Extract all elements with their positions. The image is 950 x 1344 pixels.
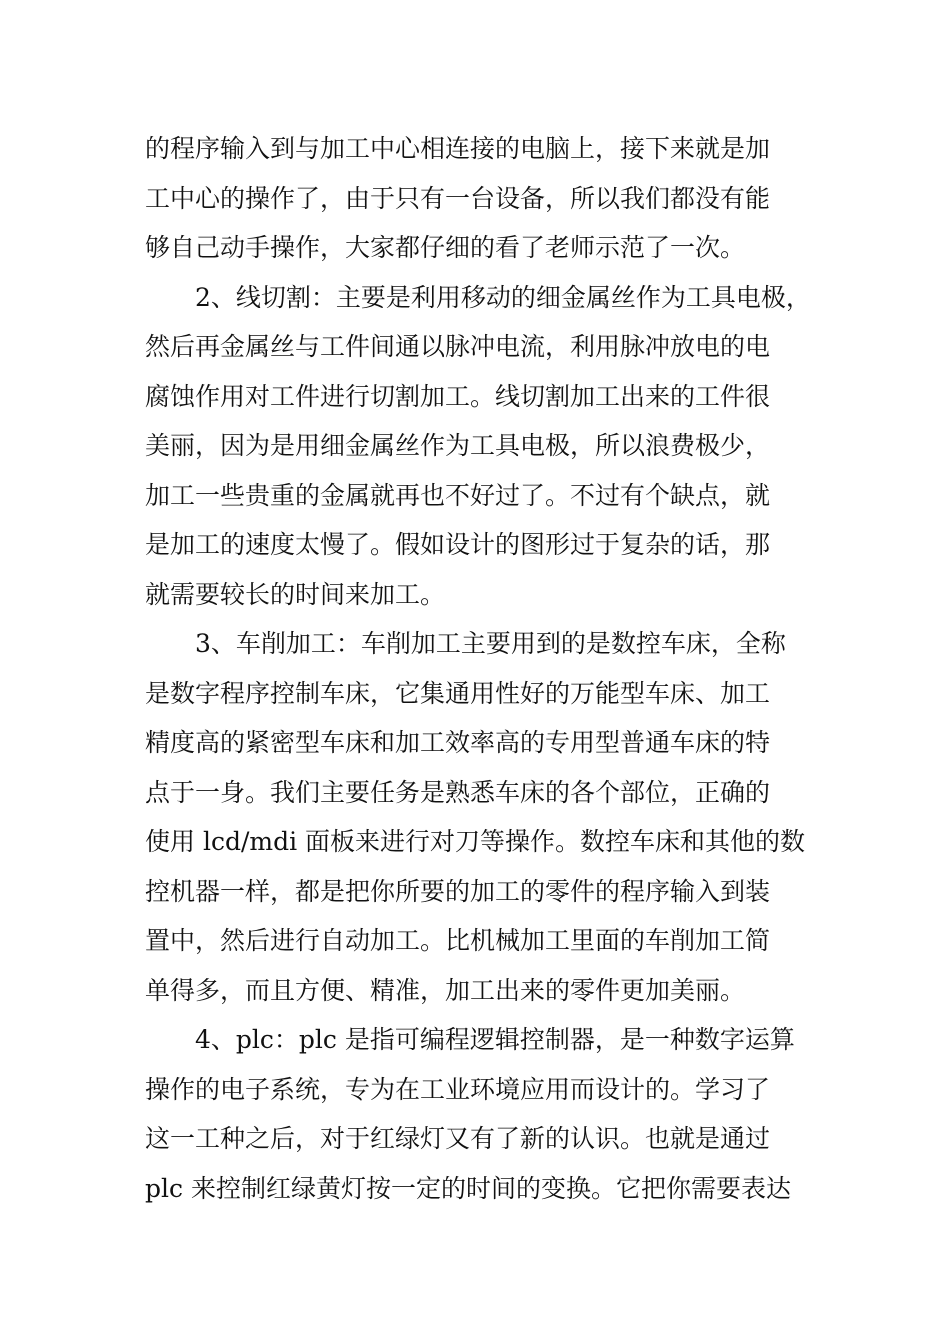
paragraph-first-line: 2、线切割：主要是利用移动的细金属丝作为工具电极， — [195, 282, 811, 312]
text-line: 腐蚀作用对工件进行切割加工。线切割加工出来的工件很 — [145, 381, 771, 411]
paragraph-first-line: 4、plc：plc 是指可编程逻辑控制器，是一种数字运算 — [195, 1025, 795, 1054]
text-line: 单得多，而且方便、精准，加工出来的零件更加美丽。 — [145, 975, 746, 1005]
text-line: 是数字程序控制车床，它集通用性好的万能型车床、加工 — [145, 678, 771, 708]
text-line: 然后再金属丝与工件间通以脉冲电流，利用脉冲放电的电 — [145, 332, 771, 361]
text-line: 加工一些贵重的金属就再也不好过了。不过有个缺点，就 — [145, 480, 771, 510]
body-text — [145, 124, 810, 1213]
text-line: plc 来控制红绿黄灯按一定的时间的变换。它把你需要表达 — [145, 1173, 791, 1203]
text-line: 工中心的操作了，由于只有一台设备，所以我们都没有能 — [145, 183, 771, 213]
text-line: 的程序输入到与加工中心相连接的电脑上，接下来就是加 — [145, 134, 771, 163]
text-line: 控机器一样，都是把你所要的加工的零件的程序输入到装 — [145, 876, 771, 906]
text-line: 够自己动手操作，大家都仔细的看了老师示范了一次。 — [145, 233, 746, 262]
text-line: 使用 lcd/mdi 面板来进行对刀等操作。数控车床和其他的数 — [145, 827, 806, 856]
text-line: 这一工种之后，对于红绿灯又有了新的认识。也就是通过 — [145, 1124, 771, 1153]
text-line: 置中，然后进行自动加工。比机械加工里面的车削加工简 — [145, 926, 771, 955]
paragraph-first-line: 3、车削加工：车削加工主要用到的是数控车床，全称 — [195, 629, 786, 658]
text-line: 精度高的紧密型车床和加工效率高的专用型普通车床的特 — [145, 728, 771, 757]
text-line: 美丽，因为是用细金属丝作为工具电极，所以浪费极少， — [145, 431, 771, 460]
text-line: 是加工的速度太慢了。假如设计的图形过于复杂的话，那 — [145, 530, 771, 559]
text-line: 操作的电子系统，专为在工业环境应用而设计的。学习了 — [145, 1074, 771, 1104]
text-line: 点于一身。我们主要任务是熟悉车床的各个部位，正确的 — [145, 777, 771, 807]
text-line: 就需要较长的时间来加工。 — [145, 579, 446, 609]
